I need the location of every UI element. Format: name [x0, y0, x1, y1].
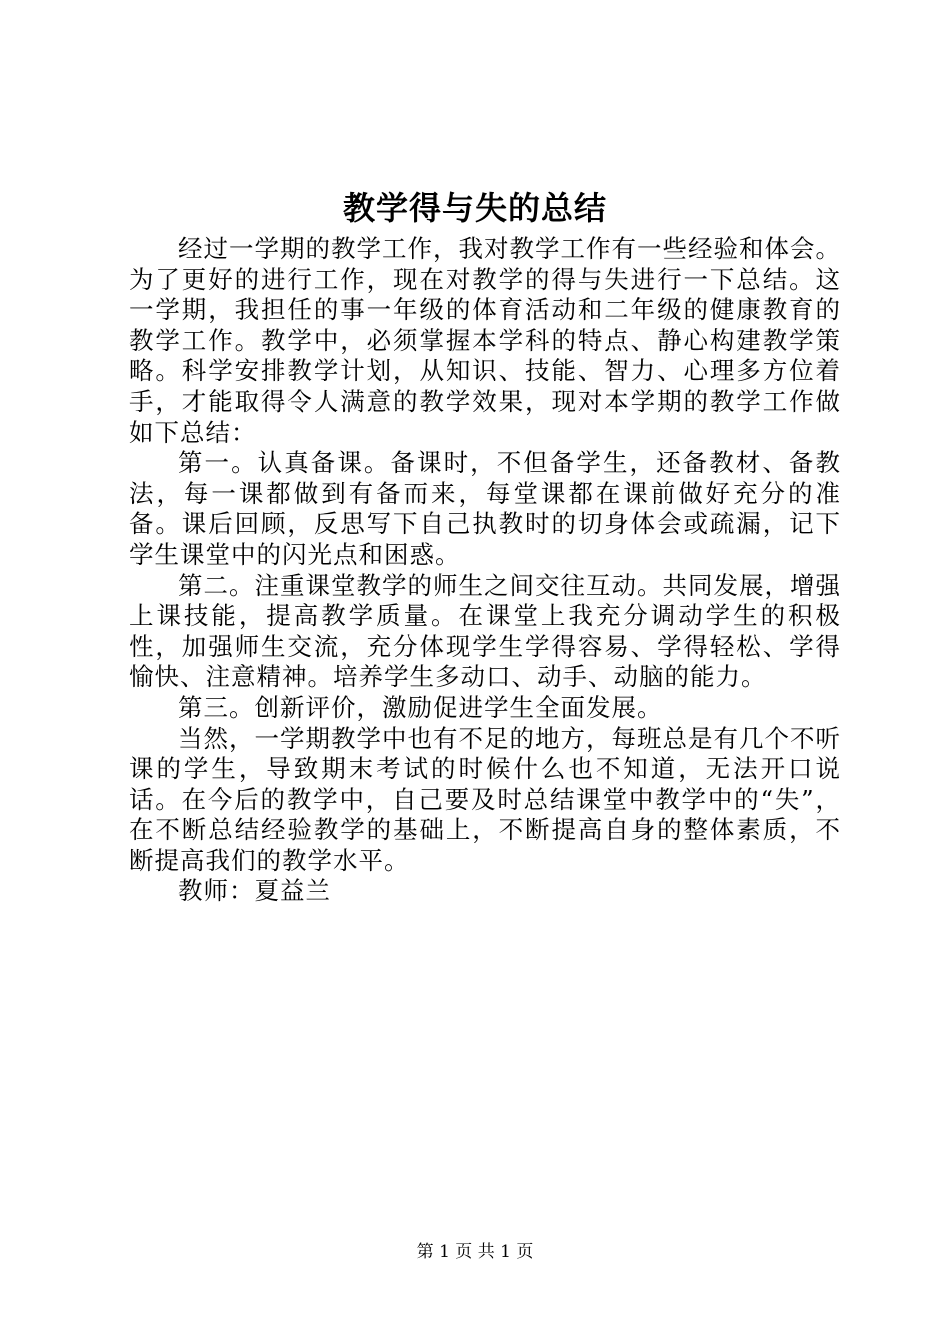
teacher-signature: 教师：夏益兰	[178, 876, 331, 906]
paragraph-second-point: 第二。注重课堂教学的师生之间交往互动。共同发展，增强上课技能，提高教学质量。在课堂上我充分调动学生的积极性，加强师生交流，充分体现学生学得容易、学得轻松、学得愉快、注意精神。培养学生多动口、动手、动脑的能力。	[129, 570, 841, 692]
document-title: 教学得与失的总结	[342, 189, 607, 227]
paragraph-third-point: 第三。创新评价，激励促进学生全面发展。	[178, 692, 663, 722]
document-body	[129, 234, 841, 907]
paragraph-intro: 经过一学期的教学工作，我对教学工作有一些经验和体会。为了更好的进行工作，现在对教学的得与失进行一下总结。这一学期，我担任的事一年级的体育活动和二年级的健康教育的教学工作。教学中，必须掌握本学科的特点、静心构建教学策略。科学安排教学计划，从知识、技能、智力、心理多方位着手，才能取得令人满意的教学效果，现对本学期的教学工作做如下总结：	[129, 234, 841, 447]
paragraph-first-point: 第一。认真备课。备课时，不但备学生，还备教材、备教法，每一课都做到有备而来，每堂课都在课前做好充分的准备。课后回顾，反思写下自己执教时的切身体会或疏漏，记下学生课堂中的闪光点和困惑。	[129, 448, 841, 569]
page-footer: 第 1 页 共 1 页	[416, 1242, 534, 1262]
paragraph-shortcomings: 当然，一学期教学中也有不足的地方，每班总是有几个不听课的学生，导致期末考试的时候什么也不知道，无法开口说话。在今后的教学中，自己要及时总结课堂中教学中的“失”，在不断总结经验教学的基础上，不断提高自身的整体素质，不断提高我们的教学水平。	[129, 723, 841, 875]
